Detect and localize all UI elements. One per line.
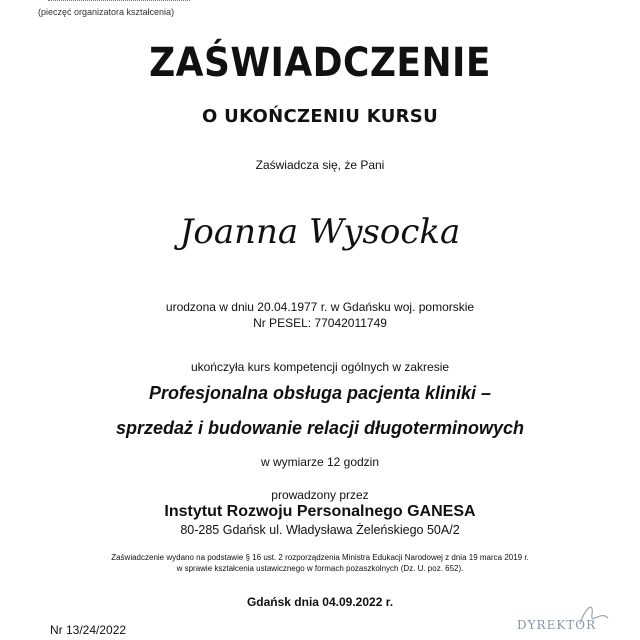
document-subtitle: O UKOŃCZENIU KURSU — [202, 106, 438, 127]
conducted-by-label: prowadzony przez — [271, 488, 369, 502]
course-duration: w wymiarze 12 godzin — [260, 455, 380, 469]
stamp-placeholder-line — [48, 0, 190, 1]
completed-course-text: ukończyła kurs kompetencji ogólnych w zakresie — [190, 360, 450, 374]
course-title-line-2: sprzedaż i budowanie relacji długoterminowych — [115, 418, 525, 438]
institute-name: Instytut Rozwoju Personalnego GANESA — [164, 503, 476, 520]
director-label: DYREKTOR — [517, 618, 597, 632]
stamp-caption: (pieczęć organizatora kształcenia) — [38, 7, 175, 17]
document-title: ZAŚWIADCZENIE — [149, 40, 491, 86]
legal-basis-line-2: w sprawie kształcenia ustawicznego w formach pozaszkolnych (Dz. U. poz. 652). — [176, 564, 464, 573]
place-and-date: Gdańsk dnia 04.09.2022 r. — [246, 595, 394, 609]
certificate-number: Nr 13/24/2022 — [50, 623, 127, 637]
birth-details: urodzona w dniu 20.04.1977 r. w Gdańsku woj. pomorskie — [165, 300, 475, 314]
legal-basis-line-1: Zaświadczenie wydano na podstawie § 16 ust. 2 rozporządzenia Ministra Edukacji Narodowej z dnia 19 marca 2019 r. — [111, 553, 529, 562]
pesel-number: Nr PESEL: 77042011749 — [253, 316, 387, 330]
institute-address: 80-285 Gdańsk ul. Władysława Żeleńskiego 50A/2 — [180, 523, 460, 537]
course-title-line-1: Profesjonalna obsługa pacjenta kliniki – — [148, 383, 492, 403]
recipient-name: Joanna Wysocka — [179, 212, 461, 252]
certifies-text: Zaświadcza się, że Pani — [255, 158, 385, 172]
